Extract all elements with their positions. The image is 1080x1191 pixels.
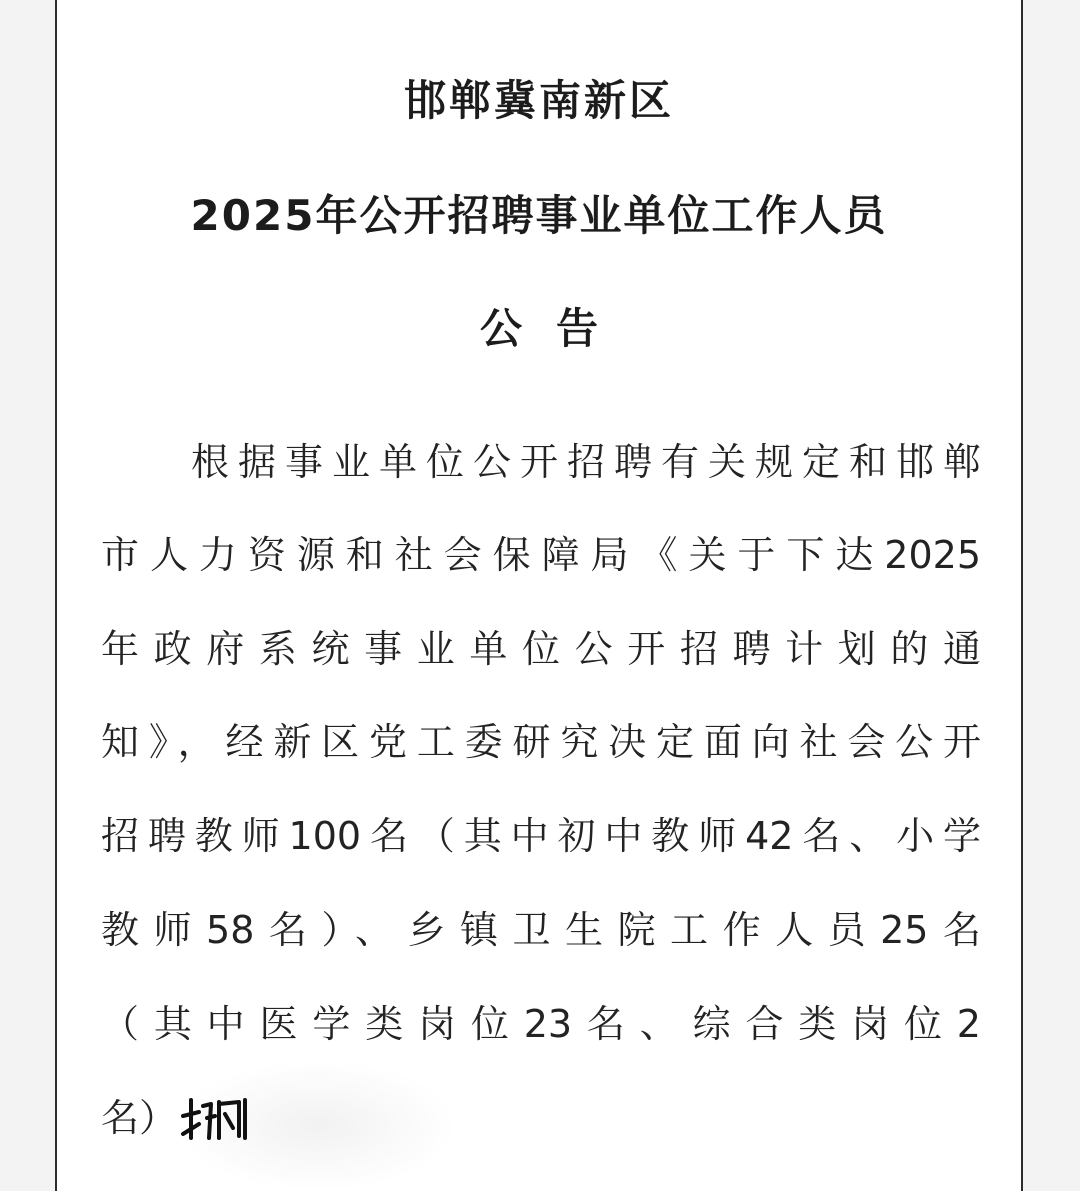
body-line: 招聘教师100名（其中初中教师42名、小学: [101, 814, 981, 858]
body-line: 市人力资源和社会保障局《关于下达2025: [101, 533, 981, 577]
body-line: 知》，经新区党工委研究决定面向社会公开: [101, 720, 981, 764]
body-line: 根据事业单位公开招聘有关规定和邯郸: [191, 440, 981, 484]
body-line: 名）: [101, 1096, 178, 1140]
body-line: 教师58名）、乡镇卫生院工作人员25名: [101, 908, 981, 952]
document-page: [55, 0, 1023, 1191]
body-line: 年政府系统事业单位公开招聘计划的通: [101, 627, 981, 671]
body-line: （其中医学类岗位23名、综合类岗位2: [101, 1002, 981, 1046]
document-title-type: 公告: [479, 304, 632, 353]
document-title-subject: 2025年公开招聘事业单位工作人员: [190, 191, 888, 240]
scribble-icon: [179, 1094, 259, 1144]
document-title-issuer: 邯郸冀南新区: [403, 76, 674, 125]
